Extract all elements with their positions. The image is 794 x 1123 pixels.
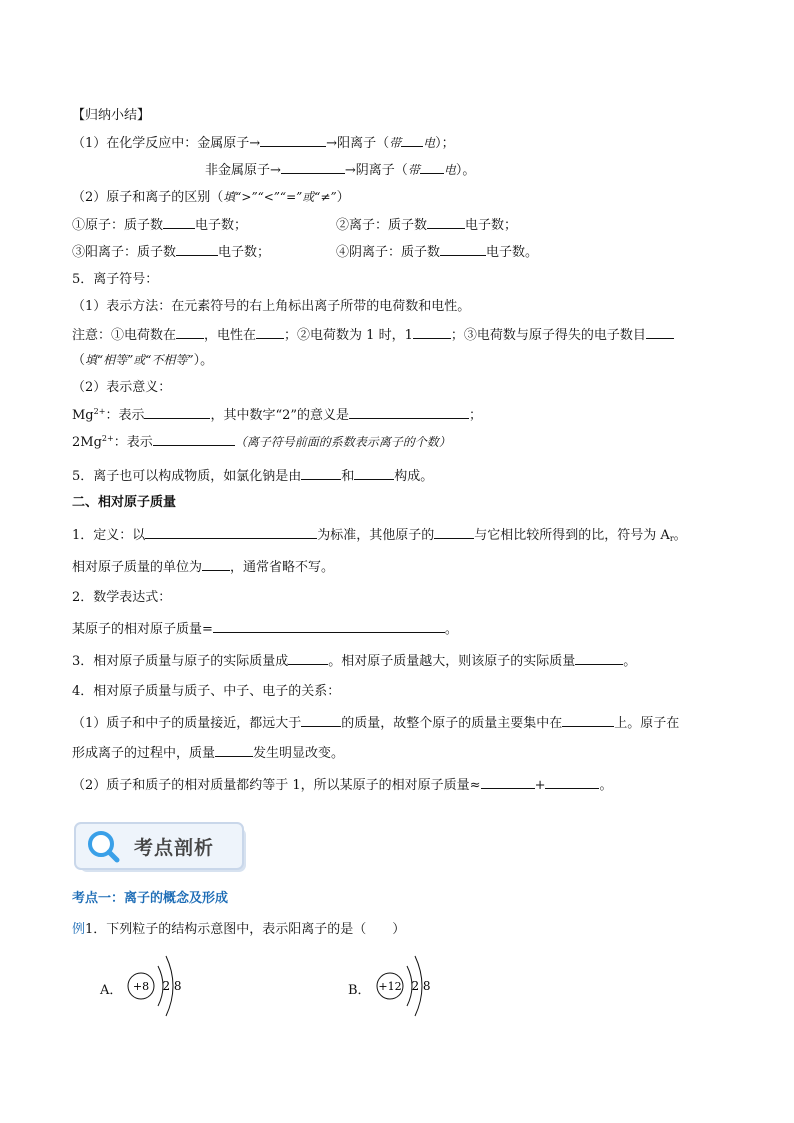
hint: （离子符号前面的系数表示离子的个数） <box>234 435 451 449</box>
relative-mass-p4 <box>72 683 340 701</box>
text: →阳离子（ <box>326 136 390 151</box>
blank[interactable] <box>545 776 599 789</box>
text: 为标准，其他原子的 <box>317 528 435 543</box>
text: 二、相对原子质量 <box>72 495 177 510</box>
text: ，其中数字“2”的意义是 <box>210 408 350 423</box>
blank[interactable] <box>256 326 284 339</box>
text: ） <box>336 190 350 205</box>
text: →阴离子（ <box>344 163 408 178</box>
text: 形成离子的过程中，质量 <box>72 746 216 761</box>
text: （2）表示意义： <box>72 380 172 395</box>
compare-cation <box>72 243 270 262</box>
relative-mass-p4-2 <box>72 776 613 795</box>
text: ；②电荷数为 1 时，1 <box>284 328 413 343</box>
ion-matter <box>72 467 433 486</box>
text: （2）原子和离子的区别（ <box>72 190 224 205</box>
summary-heading-text: 【归纳小结】 <box>72 108 151 123</box>
text: 。 <box>623 654 637 669</box>
text: 。相对原子质量越大，则该原子的实际质量 <box>328 654 576 669</box>
text: 电子数； <box>218 245 271 260</box>
text: ，通常省略不写。 <box>230 560 335 575</box>
summary-line-2 <box>205 161 475 180</box>
superscript: 2+ <box>93 407 106 416</box>
option-b-label[interactable]: B． <box>348 983 371 998</box>
text: ①原子：质子数 <box>72 218 164 233</box>
text: 上。原子在 <box>614 716 680 731</box>
section-banner <box>74 822 246 872</box>
blank[interactable] <box>281 161 345 174</box>
text: 1．定义：以 <box>72 528 146 543</box>
text: 发生明显改变。 <box>253 746 345 761</box>
ion-meaning-mg <box>72 406 482 425</box>
compare-anion <box>336 243 538 262</box>
text: 。 <box>444 622 458 637</box>
text: 的质量，故整个原子的质量主要集中在 <box>341 716 563 731</box>
hint: 电 <box>423 136 436 150</box>
blank[interactable] <box>349 406 469 419</box>
blank[interactable] <box>215 744 253 757</box>
blank[interactable] <box>354 467 394 480</box>
text: + <box>534 778 546 793</box>
blank[interactable] <box>145 526 317 539</box>
blank[interactable] <box>427 216 465 229</box>
text: 2．数学表达式： <box>72 590 172 605</box>
relative-mass-p4-1 <box>72 714 679 733</box>
text: 相对原子质量的单位为 <box>72 560 203 575</box>
text: ，电性在 <box>204 328 257 343</box>
ion-meaning-title <box>72 379 171 397</box>
text: （ <box>72 353 86 368</box>
option-a-nucleus: +8 <box>132 980 150 993</box>
superscript: 2+ <box>101 434 114 443</box>
summary-heading <box>72 107 150 125</box>
blank[interactable] <box>562 714 614 727</box>
blank[interactable] <box>144 406 210 419</box>
text: （1）质子和中子的质量接近，都远大于 <box>72 716 302 731</box>
blank[interactable] <box>420 161 444 174</box>
relative-mass-expr <box>72 620 458 639</box>
blank[interactable] <box>413 326 451 339</box>
text: 构成。 <box>394 469 434 484</box>
text: 。 <box>599 778 613 793</box>
text: ）； <box>435 136 455 151</box>
blank[interactable] <box>213 620 445 633</box>
blank[interactable] <box>575 652 623 665</box>
option-a-label[interactable]: A． <box>100 983 123 998</box>
text: ②离子：质子数 <box>336 218 428 233</box>
compare-atom <box>72 216 247 235</box>
blank[interactable] <box>401 134 423 147</box>
example-label: 例 <box>72 922 86 937</box>
option-a-shells: 2 8 <box>162 979 182 993</box>
hint: 填“相等”或“不相等” <box>85 353 194 367</box>
text: 和 <box>341 469 355 484</box>
subscript: r <box>669 534 674 543</box>
text: ）。 <box>193 353 214 368</box>
text: 1．下列粒子的结构示意图中，表示阳离子的是（ ） <box>85 922 406 937</box>
blank[interactable] <box>440 243 486 256</box>
ion-symbol-note-hint <box>72 351 213 370</box>
text: 非金属原子→ <box>205 163 281 178</box>
text: （1）表示方法：在元素符号的右上角标出离子所带的电荷数和电性。 <box>72 299 471 314</box>
compare-ion <box>336 216 517 235</box>
text: 某原子的相对原子质量= <box>72 622 213 637</box>
blank[interactable] <box>288 652 328 665</box>
summary-line-3 <box>72 188 350 207</box>
blank[interactable] <box>202 558 230 571</box>
ion-symbol-title <box>72 271 158 289</box>
text: 与它相比较所得到的比，符号为 A <box>474 528 670 543</box>
ion-symbol-note <box>72 326 674 345</box>
hint: 带 <box>407 163 420 177</box>
blank[interactable] <box>301 714 341 727</box>
text: 2Mg <box>72 435 102 450</box>
search-icon <box>86 829 120 863</box>
blank[interactable] <box>176 243 218 256</box>
example-question <box>72 921 405 939</box>
relative-mass-title <box>72 494 176 512</box>
blank[interactable] <box>481 776 535 789</box>
hint: 填“>”“<”“=”或“≠” <box>223 190 337 204</box>
text: ）。 <box>455 163 476 178</box>
option-a-structure[interactable] <box>124 952 200 1020</box>
relative-mass-p3 <box>72 652 636 671</box>
banner-title: 考点剖析 <box>134 837 215 859</box>
relative-mass-expr-title <box>72 589 171 607</box>
blank[interactable] <box>176 326 204 339</box>
hint: 电 <box>443 163 456 177</box>
text: 5．离子也可以构成物质，如氯化钠是由 <box>72 469 302 484</box>
text: ④阴离子：质子数 <box>336 245 441 260</box>
blank[interactable] <box>260 134 326 147</box>
hint: 带 <box>389 136 402 150</box>
text: 电子数； <box>465 218 518 233</box>
blank[interactable] <box>163 216 195 229</box>
option-b-nucleus: +12 <box>378 980 402 993</box>
text: 3．相对原子质量与原子的实际质量成 <box>72 654 289 669</box>
text: 电子数； <box>195 218 248 233</box>
text: ；③电荷数与原子得失的电子数目 <box>450 328 646 343</box>
exam-point-1 <box>72 890 228 908</box>
text: ； <box>469 408 483 423</box>
text: ：表示 <box>105 408 145 423</box>
blank[interactable] <box>301 467 341 480</box>
text: ：表示 <box>113 435 153 450</box>
text: （1）在化学反应中：金属原子→ <box>72 136 261 151</box>
relative-mass-definition <box>72 526 687 545</box>
blank[interactable] <box>646 326 674 339</box>
text: 电子数。 <box>486 245 539 260</box>
relative-mass-unit <box>72 558 334 577</box>
ion-meaning-2mg <box>72 433 451 452</box>
text: 注意：①电荷数在 <box>72 328 177 343</box>
text: 。 <box>673 528 687 543</box>
text: 5．离子符号： <box>72 272 159 287</box>
option-b-structure[interactable] <box>373 952 449 1020</box>
text: 考点一：离子的概念及形成 <box>72 891 229 906</box>
blank[interactable] <box>153 433 235 446</box>
text: ③阳离子：质子数 <box>72 245 177 260</box>
text: Mg <box>72 408 94 423</box>
text: 4．相对原子质量与质子、中子、电子的关系： <box>72 684 341 699</box>
option-b-shells: 2 8 <box>411 979 431 993</box>
blank[interactable] <box>434 526 474 539</box>
text: （2）质子和质子的相对质量都约等于 1，所以某原子的相对原子质量≈ <box>72 778 481 793</box>
relative-mass-p4-1-cont <box>72 744 344 763</box>
summary-line-1 <box>72 134 455 153</box>
ion-symbol-method <box>72 298 470 316</box>
